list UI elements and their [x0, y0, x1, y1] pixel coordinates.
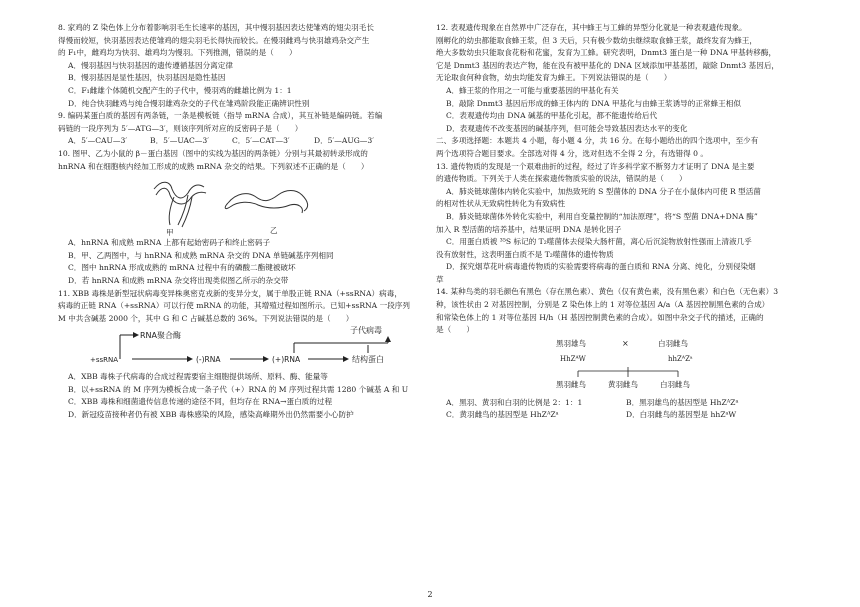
q14-option-a: A．黑羽、黄羽和白羽的比例是 2：1：1	[446, 397, 583, 407]
q12-option-b: B．敲除 Dnmt3 基因后形成的蜂王体内的 DNA 甲基化与由蜂王浆诱导的正常蜂王相似	[446, 98, 741, 108]
q10-option-b: B．甲、乙两图中，与 hnRNA 和成熟 mRNA 杂交的 DNA 单链碱基序列相同	[68, 250, 334, 260]
q14-stem-line: 种，该性状由 2 对基因控制，分别是 Z 染色体上的 1 对等位基因 A/a（A 基因控制黑色素的合成）	[436, 300, 770, 310]
figure-jia	[154, 182, 206, 227]
q12-option-d: D．表观遗传不改变基因的碱基序列，但可能会导致基因表达水平的变化	[446, 123, 688, 133]
q13-stem-line: 的遗传物质。下列关于人类在探索遗传物质实验的说法，错误的是（ ）	[436, 174, 687, 184]
q14-stem-line: 和常染色体上的 1 对等位基因 H/h（H 基因控制黄色素的合成）。如图中杂交子代的描述，正确的	[436, 312, 764, 322]
q13-option-a-cont: 的相对性状从无致病性转化为有致病性	[436, 199, 566, 209]
q14-option-c: C．黄羽雌鸟的基因型是 HhZᴬZᵃ	[446, 410, 559, 420]
question-10	[58, 148, 438, 288]
q12-stem-line: 绝大多数幼虫只能取食花粉和花蜜，发育为工蜂。研究表明，Dnmt3 蛋白是一种 DNA 甲基转移酶，	[436, 48, 777, 58]
offspring-white-label: 白羽雌鸟	[660, 379, 690, 389]
figure-yi	[225, 191, 307, 214]
q13-option-b-cont: 加入 R 型活菌的培养基中，结果证明 DNA 是转化因子	[436, 224, 622, 234]
q10-stem-line: hnRNA 和在细胞核内经加工形成的成熟 mRNA 杂交的结果。下列叙述不正确的是（ ）	[58, 161, 369, 171]
q11-option-c: C．XBB 毒株和细菌遗传信息传递的途径不同，但均存在 RNA→蛋白质的过程	[68, 397, 333, 407]
question-14	[436, 286, 822, 422]
hybridization-figure	[58, 173, 438, 237]
replication-flow-svg	[58, 325, 438, 371]
q14-option-d: D．白羽雌鸟的基因型是 hhZᵃW	[626, 410, 737, 420]
q12-stem-line: 无论取食何种食物，幼虫均能发育为蜂王。下列说法错误的是（ ）	[436, 73, 672, 83]
q9-option-c: C．5′—CAT—3′	[232, 136, 290, 146]
q11-stem-line: 11. XBB 毒株是新型冠状病毒变异株奥密克戎新的变异分支，属于单股正链 RNA（+ssRNA）病毒，	[58, 288, 402, 298]
q10-stem-line: 10. 图甲、乙为小鼠的 β－蛋白基因（图中的实线为基因的两条链）分别与其最初转录形成的	[58, 148, 368, 158]
q14-options-row-2	[436, 409, 822, 422]
q9-stem-line: 9. 编码某蛋白质的基因有两条链，一条是模板链（指导 mRNA 合成），其互补链是编码链。若编	[58, 111, 383, 121]
q12-stem-line: 它是 Dnmt3 基因的表达产物，能在没有被甲基化的 DNA 区域添加甲基基团，敲除 Dnmt3 基因后，	[436, 60, 780, 70]
offspring-black-label: 黑羽雌鸟	[556, 379, 586, 389]
cross-sign: ×	[622, 338, 629, 348]
minus-rna-label: (-)RNA	[196, 355, 221, 365]
q13-option-c-cont: 没有放射性，这表明蛋白质不是 T₂噬菌体的遗传物质	[436, 249, 614, 259]
offspring-yellow-label: 黄羽雌鸟	[608, 379, 638, 389]
parent-female-label: 白羽雌鸟	[658, 338, 688, 348]
right-column	[436, 22, 822, 422]
figure-label-yi: 乙	[270, 226, 278, 236]
section2-line: 两个选项符合题目要求。全部选对得 4 分，选对但选不全得 2 分，有选错得 0 。	[436, 148, 708, 158]
q9-option-d: D．5′—AUG—3′	[314, 136, 374, 146]
q11-option-a: A．XBB 毒株子代病毒的合成过程需要宿主细胞提供场所、原料、酶、能量等	[68, 372, 328, 382]
q10-option-a: A．hnRNA 和成熟 mRNA 上都有起始密码子和终止密码子	[68, 238, 271, 248]
q13-option-d-cont: 草	[436, 274, 444, 284]
q9-option-a: A．5′—CAU—3′	[68, 136, 128, 146]
section2-line: 二、多项选择题：本题共 4 小题，每小题 4 分，共 16 分。在每小题给出的四个选项中，至少有	[436, 136, 759, 146]
q8-stem-line: 的 F₁中，雌鸡均为快羽、雄鸡均为慢羽。下列推测，错误的是（ ）	[58, 48, 297, 58]
question-12	[436, 22, 822, 135]
q12-stem-line: 刚孵化的幼虫都能取食蜂王浆，但 3 天后，只有极少数幼虫继续取食蜂王浆，最终发育为蜂王，	[436, 35, 757, 45]
page-number: 2	[427, 590, 433, 599]
q8-option-d: D．纯合快羽雌鸡与纯合慢羽雄鸡杂交的子代在雏鸡阶段能正确辨识性别	[68, 98, 310, 108]
plus-rna-label: (+)RNA	[272, 355, 301, 365]
q12-option-c: C．表观遗传均由 DNA 碱基的甲基化引起，都不能遗传给后代	[446, 111, 658, 121]
q9-option-b: B．5′—UAC—3′	[150, 136, 209, 146]
q11-stem-line: 病毒的正链 RNA（+ssRNA）可以行使 mRNA 的功能，其增殖过程如图所示。已知+ssRNA 一段序列	[58, 301, 410, 311]
q11-option-d: D．新冠疫苗接种者仍有被 XBB 毒株感染的风险，感染高峰期外出仍然需要小心防护	[68, 410, 354, 420]
cross-diagram	[436, 337, 822, 397]
q14-option-b: B．黑羽雄鸟的基因型是 HhZᴬZᵃ	[626, 397, 739, 407]
q8-option-a: A．慢羽基因与快羽基因的遗传遵循基因分离定律	[68, 60, 233, 70]
question-13	[436, 161, 822, 287]
progeny-virus-label: 子代病毒	[350, 326, 382, 336]
q13-option-a: A．肺炎链球菌体内转化实验中，加热致死的 S 型菌体的 DNA 分子在小鼠体内可使 R 型活菌	[446, 186, 761, 196]
q13-option-c: C．用蛋白质被 ³⁵S 标记的 T₂噬菌体去侵染大肠杆菌，离心后沉淀物放射性强而上清液几乎	[446, 237, 752, 247]
question-11	[58, 288, 438, 422]
q13-option-b: B．肺炎链球菌体外转化实验中，利用自变量控制的“加法原理”，将“S 型菌 DNA+DNA 酶”	[446, 211, 758, 221]
section-multiple-choice-header	[436, 135, 822, 160]
replication-diagram	[58, 325, 438, 371]
q9-stem-line: 码链的一段序列为 5′—ATG—3′，则该序列所对应的反密码子是（ ）	[58, 123, 303, 133]
q9-options-row	[58, 135, 438, 148]
q8-stem-line: 得慢而较短，快羽基因表达使雏鸡的翅尖羽毛长得快而较长。在慢羽雌鸡与快羽雄鸡杂交产生	[58, 35, 370, 45]
q14-stem-line: 是（ ）	[436, 325, 474, 335]
parent-male-label: 黑羽雄鸟	[556, 338, 586, 348]
left-column	[58, 22, 438, 422]
q13-stem-line: 13. 遗传物质的发现是一个艰难曲折的过程，经过了许多科学家不断努力才证明了 DNA 是主要	[436, 161, 755, 171]
hybridization-diagram	[58, 173, 438, 237]
cross-diagram-svg	[436, 337, 822, 397]
q12-option-a: A．蜂王浆的作用之一可能与重要基因的甲基化有关	[446, 85, 619, 95]
q13-option-d: D．探究烟草花叶病毒遗传物质的实验需要将病毒的蛋白质和 RNA 分离、纯化，分别侵染烟	[446, 262, 756, 272]
question-9	[58, 110, 438, 148]
q8-stem-line: 8. 家鸡的 Z 染色体上分布着影响羽毛生长速率的基因，其中慢羽基因表达使雏鸡的翅尖羽毛长	[58, 23, 374, 32]
q14-stem-line: 14. 某种鸟类的羽毛颜色有黑色（存在黑色素）、黄色（仅有黄色素，没有黑色素）和白色（无色素）3	[436, 287, 779, 297]
rna-polymerase-label: RNA聚合酶	[140, 331, 182, 341]
parent-male-genotype: HhZᴬW	[560, 354, 586, 363]
q12-stem-line: 12. 表观遗传现象在自然界中广泛存在，其中蜂王与工蜂的异型分化就是一种表观遗传现象。	[436, 23, 747, 32]
structural-protein-label: 结构蛋白	[352, 355, 384, 365]
figure-label-jia: 甲	[166, 228, 174, 238]
q10-option-d: D．若 hnRNA 和成熟 mRNA 杂交将出现类似图乙所示的杂交带	[68, 275, 289, 285]
ssrna-label: +ssRNA	[90, 356, 119, 365]
q10-option-c: C．图中 hnRNA 形成成熟的 mRNA 过程中有的磷酸二酯键被破坏	[68, 263, 296, 273]
q8-option-b: B．慢羽基因是显性基因，快羽基因是隐性基因	[68, 73, 226, 83]
question-8	[58, 22, 438, 110]
parent-female-genotype: hhZᴬZᵃ	[668, 354, 693, 363]
q11-stem-line: M 中共含碱基 2000 个，其中 G 和 C 占碱基总数的 36%。下列说法错误的是（ ）	[58, 313, 354, 323]
q8-option-c: C．F₁雌雄个体随机交配产生的子代中，慢羽鸡的雌雄比例为 1：1	[68, 85, 292, 95]
q14-options-row-1	[436, 397, 822, 410]
q11-option-b: B．以+ssRNA 的 M 序列为模板合成一条子代（+）RNA 的 M 序列过程共需 1280 个碱基 A 和 U	[68, 384, 409, 394]
